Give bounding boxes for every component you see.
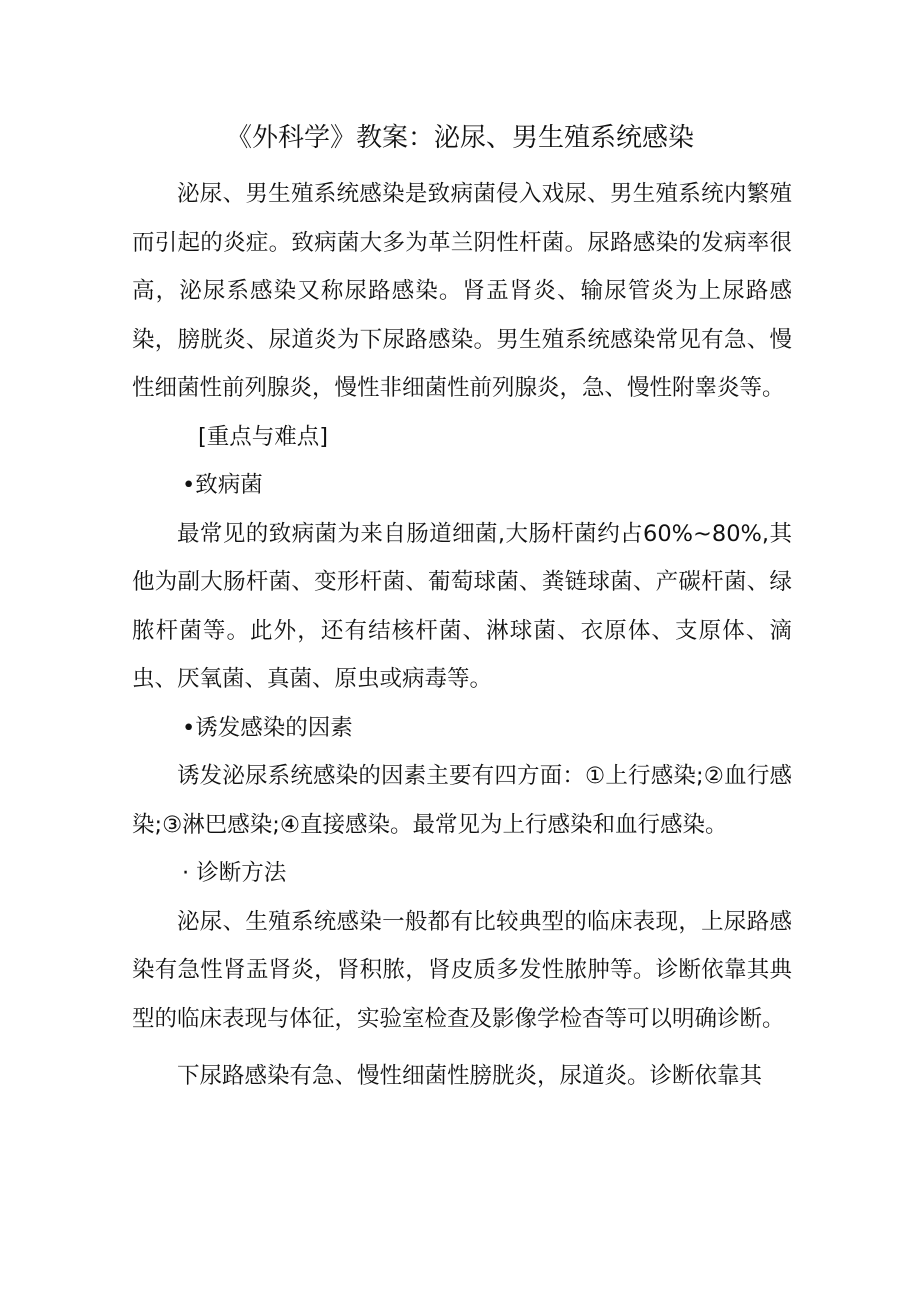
paragraph-gap — [132, 1043, 792, 1052]
factors-paragraph: 诱发泌尿系统感染的因素主要有四方面：①上行感染;②血行感染;③淋巴感染;④直接感染。最常见为上行感染和血行感染。 — [132, 763, 792, 838]
factors-heading: •诱发感染的因素 — [182, 714, 353, 741]
key-points-heading: [重点与难点] — [198, 423, 329, 450]
pathogen-heading: •致病菌 — [182, 472, 263, 498]
pathogen-paragraph: 最常见的致病菌为来自肠道细菌,大肠杆菌约占60%~80%,其他为副大肠杆菌、变形杆菌、葡萄球菌、粪链球菌、产碳杆菌、绿脓杆菌等。此外，还有结核杆菌、淋球菌、衣原体、支原体、滴虫、厌氧菌、真菌、原虫或病毒等。 — [132, 520, 792, 692]
document-body — [132, 170, 792, 1101]
diagnosis-paragraph-2: 下尿路感染有急、慢性细菌性膀胱炎，尿道炎。诊断依靠其 — [177, 1063, 763, 1089]
diagnosis-heading: · 诊断方法 — [182, 860, 287, 886]
diagnosis-paragraph-1: 泌尿、生殖系统感染一般都有比较典型的临床表现，上尿路感染有急性肾盂肾炎，肾积脓，肾皮质多发性脓肿等。诊断依靠其典型的临床表现与体征，实验室检查及影像学检杳等可以明确诊断。 — [132, 908, 792, 1032]
intro-paragraph: 泌尿、男生殖系统感染是致病菌侵入戏尿、男生殖系统内繁殖而引起的炎症。致病菌大多为革兰阴性杆菌。尿路感染的发病率很高，泌尿系感染又称尿路感染。肾盂肾炎、输尿管炎为上尿路感染，膀胱炎、尿道炎为下尿路感染。男生殖系统感染常见有急、慢性细菌性前列腺炎，慢性非细菌性前列腺炎，急、慢性附睾炎等。 — [132, 181, 792, 401]
document-title: 《外科学》教案：泌尿、男生殖系统感染 — [225, 123, 694, 153]
